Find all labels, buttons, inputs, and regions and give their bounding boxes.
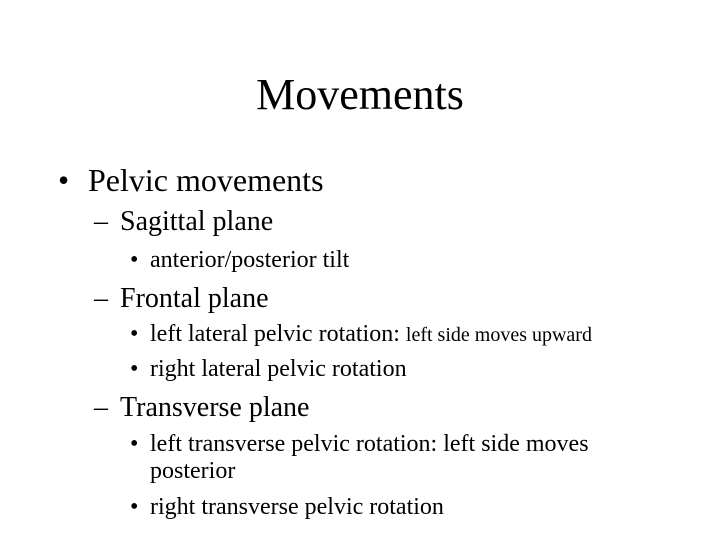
bullet-text: Pelvic movements — [88, 162, 324, 198]
bullet-left-transverse-rotation — [130, 431, 690, 485]
bullet-text: Frontal plane — [120, 283, 269, 314]
bullet-main-text: left lateral pelvic rotation: — [150, 321, 406, 347]
bullet-marker: • — [130, 356, 139, 382]
bullet-marker: • — [58, 162, 70, 198]
bullet-text: Transverse plane — [120, 392, 310, 423]
bullet-left-lateral-rotation — [130, 321, 710, 348]
bullet-text — [150, 321, 592, 349]
dash-marker: – — [94, 206, 108, 237]
bullet-transverse-plane — [94, 392, 394, 424]
bullet-text: left transverse pelvic rotation: left side moves — [150, 431, 589, 457]
bullet-small-text: left side moves upward — [405, 324, 592, 346]
bullet-right-lateral-rotation — [130, 356, 530, 383]
bullet-pelvic-movements — [58, 162, 358, 198]
bullet-anterior-posterior-tilt — [130, 247, 430, 274]
bullet-sagittal-plane — [94, 206, 344, 238]
bullet-continuation-text: posterior — [150, 458, 236, 484]
dash-marker: – — [94, 392, 108, 423]
bullet-text: right lateral pelvic rotation — [150, 356, 407, 382]
bullet-marker: • — [130, 431, 139, 457]
bullet-marker: • — [130, 247, 139, 273]
slide-title: Movements — [256, 70, 464, 119]
bullet-marker: • — [130, 494, 139, 520]
bullet-text: anterior/posterior tilt — [150, 247, 350, 273]
bullet-text: right transverse pelvic rotation — [150, 494, 444, 520]
bullet-marker: • — [130, 321, 139, 347]
bullet-frontal-plane — [94, 283, 344, 315]
bullet-text: Sagittal plane — [120, 206, 274, 237]
dash-marker: – — [94, 283, 108, 314]
bullet-right-transverse-rotation — [130, 494, 530, 521]
